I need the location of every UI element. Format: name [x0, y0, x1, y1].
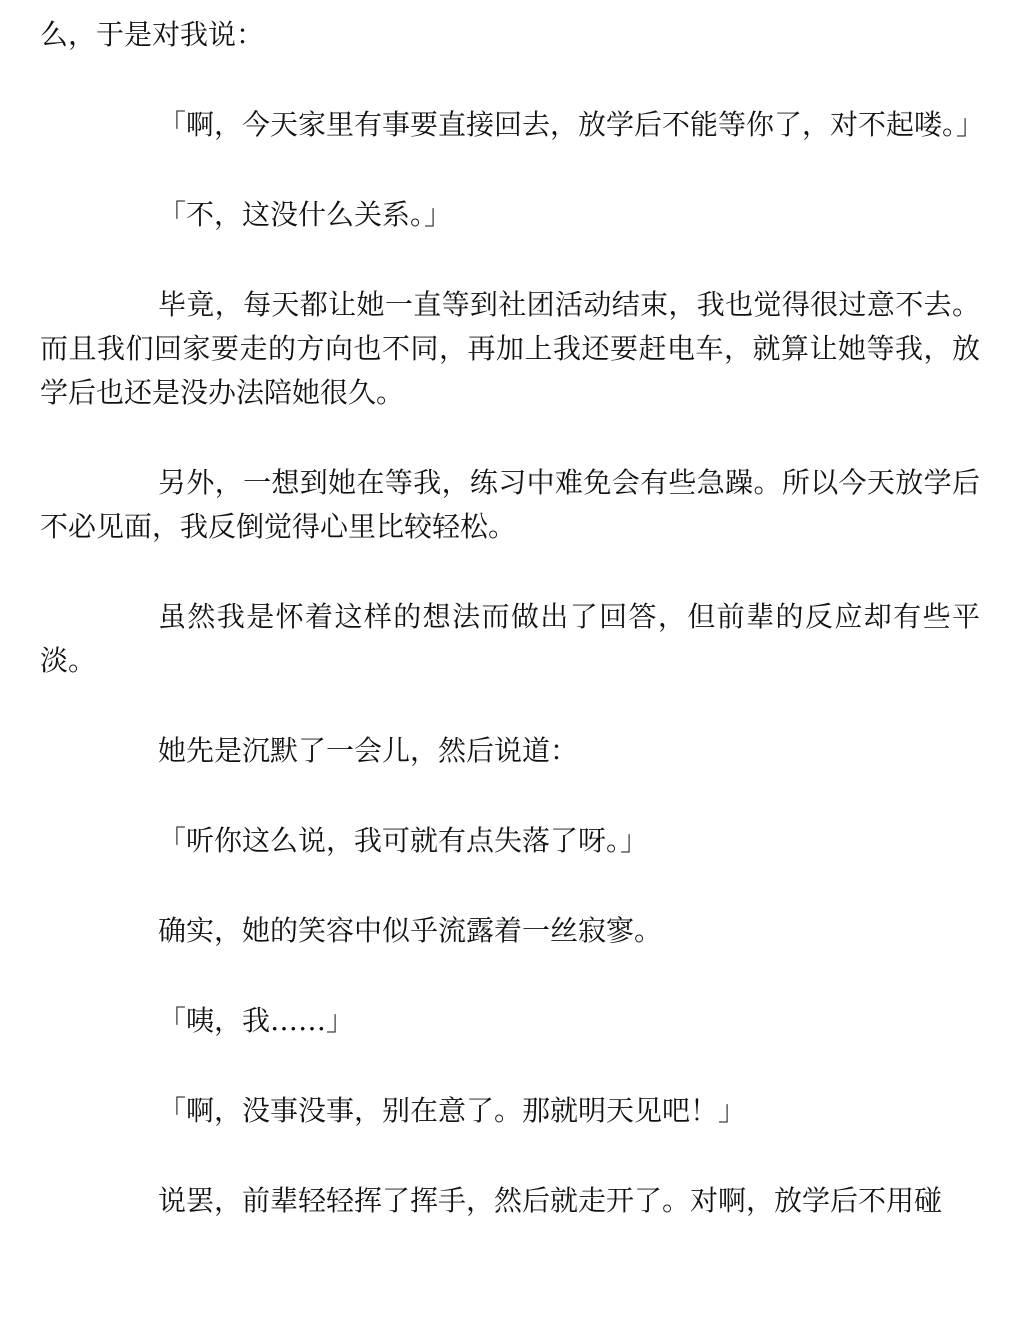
paragraph-dialogue-goodbye: 「啊，没事没事，别在意了。那就明天见吧！」 [158, 1094, 747, 1127]
paragraph-narration-reaction: 虽然我是怀着这样的想法而做出了回答，但前辈的反应却有些平淡。 [40, 600, 980, 677]
paragraph-narration-leaving: 说罢，前辈轻轻挥了挥手，然后就走开了。对啊，放学后不用碰 [158, 1184, 943, 1217]
paragraph-narration-reason: 毕竟，每天都让她一直等到社团活动结束，我也觉得很过意不去。而且我们回家要走的方向也不同，再加上我还要赶电车，就算让她等我，放学后也还是没办法陪她很久。 [40, 288, 980, 409]
paragraph-narration-smile: 确实，她的笑容中似乎流露着一丝寂寥。 [158, 914, 663, 947]
document-page [40, 13, 985, 1223]
paragraph-dialogue-hesitation: 「咦，我……」 [158, 1004, 355, 1037]
paragraph-dialogue-reply: 「不，这没什么关系。」 [158, 198, 453, 231]
paragraph-narration-relief: 另外，一想到她在等我，练习中难免会有些急躁。所以今天放学后不必见面，我反倒觉得心里比较轻松。 [40, 466, 980, 543]
paragraph-continuation: 么，于是对我说： [40, 18, 265, 51]
paragraph-dialogue-disappointed: 「听你这么说，我可就有点失落了呀。」 [158, 824, 649, 857]
paragraph-narration-silence: 她先是沉默了一会儿，然后说道： [158, 734, 579, 767]
paragraph-dialogue-apology: 「啊，今天家里有事要直接回去，放学后不能等你了，对不起喽。」 [158, 108, 985, 141]
